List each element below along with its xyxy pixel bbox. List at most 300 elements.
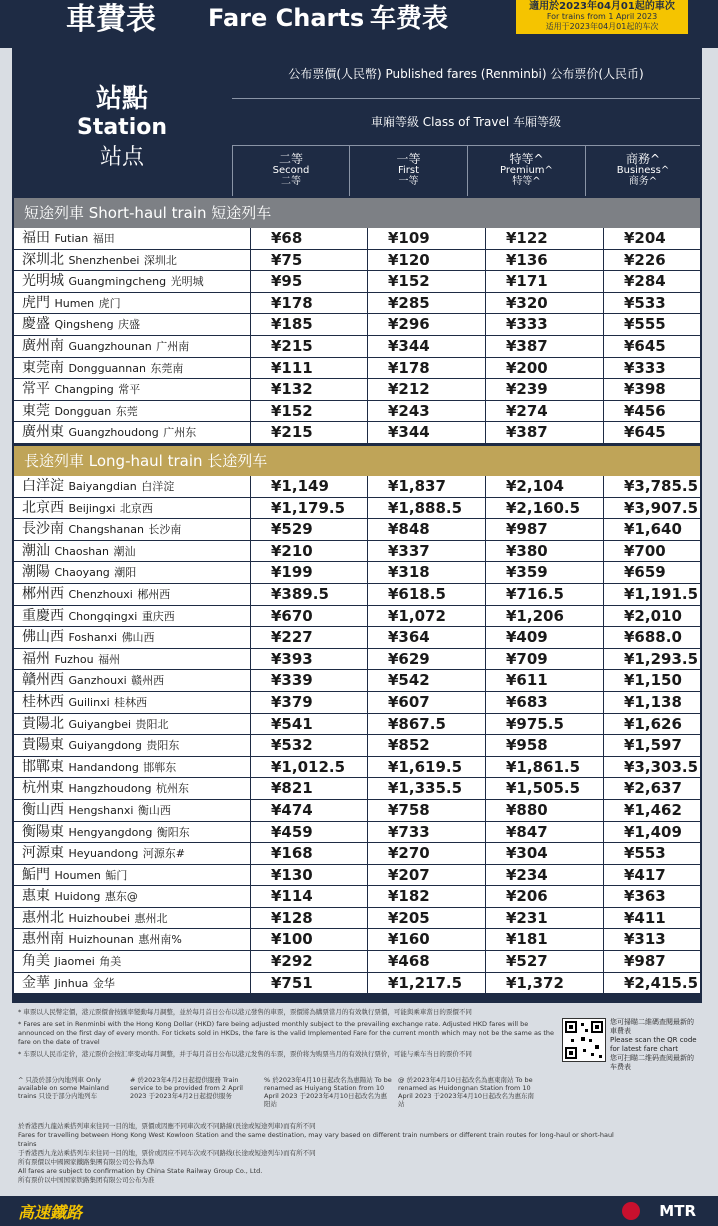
fare-second: ¥1,149 (250, 476, 367, 497)
travel-note-zh: 於香港西九龍站乘搭列車來往同一目的地，票價或因應不同車次或不同路線(長途或短途列車)而有所不同 (18, 1122, 316, 1130)
fare-premium: ¥1,861.5 (485, 757, 603, 778)
class-label-sc: 二等 (281, 176, 301, 187)
station-name-zh: 角美 (22, 953, 50, 970)
fare-premium: ¥171 (485, 271, 603, 292)
station-name-sc: 福州 (98, 652, 121, 666)
station-name-en: Chenzhouxi (68, 587, 133, 601)
fare-second: ¥95 (250, 271, 367, 292)
class-label-zh: 二等 (278, 152, 303, 166)
travel-note-en: Fares for travelling between Hong Kong West Kowloon Station and the same destination, may vary based on different train numbers or different train routes for long-haul or short-haul trains (18, 1131, 614, 1148)
qr-caption (610, 1018, 700, 1072)
station-name-sc: 常平 (118, 383, 141, 397)
fare-first: ¥285 (367, 293, 485, 314)
station-name-sc: 福田 (92, 232, 115, 245)
qr-caption-sc: 您可扫瞄二维码查阅最新的车费表 (610, 1054, 694, 1071)
fare-business: ¥1,293.5 (603, 649, 700, 670)
station-name-sc: 北京西 (119, 501, 153, 515)
table-row (14, 476, 700, 498)
fare-first: ¥178 (367, 358, 485, 379)
station-name-en: Guangzhoudong (68, 426, 159, 440)
fare-second: ¥670 (250, 606, 367, 627)
fare-second: ¥393 (250, 649, 367, 670)
station-name-en: Foshanxi (68, 631, 118, 645)
station-name-sc: 深圳北 (143, 253, 177, 267)
station-name-sc: 鲘门 (105, 868, 128, 882)
table-row (14, 293, 700, 315)
fare-business: ¥645 (603, 336, 700, 357)
fare-first: ¥160 (367, 929, 485, 950)
station-name (14, 584, 250, 605)
fare-second: ¥199 (250, 562, 367, 583)
note-currency-sc: * 车票以人民币定价，港元票价会按汇率变动每月调整，并于每月首日公布以港元发售的车票，票价将为购票当月的有效执行票价，可能与乘车当日的票价不同 (18, 1050, 472, 1058)
station-name-en: Handandong (68, 760, 139, 774)
station-name-sc: 贵阳东 (146, 739, 180, 753)
station-name-sc: 重庆西 (141, 609, 175, 623)
fare-second: ¥532 (250, 735, 367, 756)
fare-second: ¥541 (250, 714, 367, 735)
class-label-zh: 一等 (396, 152, 421, 166)
fare-premium: ¥387 (485, 336, 603, 357)
station-name (14, 476, 250, 497)
station-name-en: Guilinxi (68, 695, 110, 709)
station-name (14, 886, 250, 907)
station-name (14, 951, 250, 972)
station-name-en: Baiyangdian (68, 480, 137, 493)
station-name-zh: 東莞南 (22, 359, 64, 376)
table-row (14, 843, 700, 865)
class-label-sc: 商务^ (628, 176, 658, 187)
station-name-en: Changping (54, 383, 114, 397)
validity-sc: 适用于2023年04月01起的车次 (545, 22, 659, 31)
footer-bar (0, 1196, 718, 1226)
station-name-sc: 桂林西 (114, 695, 148, 709)
fare-second: ¥459 (250, 822, 367, 843)
fare-second: ¥292 (250, 951, 367, 972)
fare-business: ¥398 (603, 379, 700, 400)
legend-hash: # 於2023年4月2日起提供服務 Train service to be provided from 2 April 2023 于2023年4月2日起提供服务 (130, 1076, 243, 1100)
fare-first: ¥618.5 (367, 584, 485, 605)
fare-first: ¥182 (367, 886, 485, 907)
fare-business: ¥1,191.5 (603, 584, 700, 605)
station-name-zh: 惠州北 (22, 909, 64, 926)
fare-business: ¥333 (603, 358, 700, 379)
confirm-note-zh: 所有票價以中國國家鐵路集團有限公司公佈為準 (18, 1158, 155, 1166)
short-haul-fare-table (14, 228, 700, 444)
fare-business: ¥1,138 (603, 692, 700, 713)
station-name (14, 627, 250, 648)
station-name (14, 778, 250, 799)
fare-first: ¥1,072 (367, 606, 485, 627)
fare-premium: ¥234 (485, 865, 603, 886)
station-name (14, 562, 250, 583)
fare-premium: ¥136 (485, 250, 603, 271)
fare-second: ¥1,179.5 (250, 498, 367, 519)
table-row (14, 271, 700, 293)
station-name-en: Guiyangbei (68, 717, 132, 731)
station-name-sc: 广州东 (163, 426, 197, 440)
fare-business: ¥645 (603, 422, 700, 443)
validity-badge (516, 0, 688, 34)
fare-business: ¥553 (603, 843, 700, 864)
station-name (14, 293, 250, 314)
station-name (14, 735, 250, 756)
fare-business: ¥555 (603, 314, 700, 335)
table-row (14, 670, 700, 692)
fare-first: ¥109 (367, 228, 485, 249)
table-row (14, 973, 700, 995)
fare-second: ¥821 (250, 778, 367, 799)
fare-premium: ¥880 (485, 800, 603, 821)
table-row (14, 757, 700, 779)
title-bar (0, 0, 718, 48)
class-label-en: Business^ (616, 165, 670, 176)
station-name-sc: 金华 (92, 976, 115, 990)
class-business-header (585, 146, 700, 196)
station-name (14, 422, 250, 443)
station-name-zh: 廣州南 (22, 337, 64, 354)
fare-second: ¥751 (250, 973, 367, 994)
published-fares-header: 公布票價(人民幣) Published fares (Renminbi) 公布票价(人民币) (232, 50, 700, 99)
fare-premium: ¥2,160.5 (485, 498, 603, 519)
station-name-en: Guangmingcheng (68, 275, 167, 289)
class-label-zh: 商務^ (625, 152, 661, 166)
station-name (14, 519, 250, 540)
station-name (14, 271, 250, 292)
fare-second: ¥215 (250, 422, 367, 443)
station-name-zh: 惠州南 (22, 931, 64, 948)
fare-business: ¥1,409 (603, 822, 700, 843)
station-name-zh: 光明城 (22, 273, 64, 290)
station-name (14, 401, 250, 422)
fare-business: ¥284 (603, 271, 700, 292)
validity-en: For trains from 1 April 2023 (546, 12, 658, 21)
fare-business: ¥2,637 (603, 778, 700, 799)
fare-premium: ¥333 (485, 314, 603, 335)
station-name-sc: 庆盛 (118, 318, 140, 332)
fare-premium: ¥716.5 (485, 584, 603, 605)
fare-business: ¥204 (603, 228, 700, 249)
qr-caption-en: Please scan the QR code for latest fare chart (610, 1036, 697, 1053)
fare-business: ¥3,907.5 (603, 498, 700, 519)
station-name-sc: 惠州北 (134, 911, 168, 925)
fare-second: ¥128 (250, 908, 367, 929)
fare-premium: ¥274 (485, 401, 603, 422)
table-row (14, 584, 700, 606)
fare-premium: ¥975.5 (485, 714, 603, 735)
station-name-zh: 鮜門 (22, 866, 50, 883)
fare-second: ¥132 (250, 379, 367, 400)
station-name-zh: 重慶西 (22, 607, 64, 624)
fare-business: ¥1,626 (603, 714, 700, 735)
class-of-travel-header: 車廂等級 Class of Travel 车厢等级 (232, 99, 700, 146)
fare-premium: ¥387 (485, 422, 603, 443)
table-row (14, 692, 700, 714)
fare-first: ¥270 (367, 843, 485, 864)
fare-premium: ¥181 (485, 929, 603, 950)
fare-second: ¥529 (250, 519, 367, 540)
station-name (14, 541, 250, 562)
fare-business: ¥3,785.5 (603, 476, 700, 497)
table-row (14, 951, 700, 973)
table-row (14, 800, 700, 822)
fare-first: ¥867.5 (367, 714, 485, 735)
mtr-wordmark: MTR (659, 1202, 696, 1220)
table-row (14, 358, 700, 380)
fare-premium: ¥1,505.5 (485, 778, 603, 799)
station-name-zh: 邯鄲東 (22, 758, 64, 775)
station-name-en: Beijingxi (68, 501, 116, 515)
table-row (14, 649, 700, 671)
page-title-en: Fare Charts (208, 4, 365, 32)
fare-business: ¥313 (603, 929, 700, 950)
fare-second: ¥68 (250, 228, 367, 249)
station-name-zh: 贛州西 (22, 672, 64, 689)
confirm-note-en: All fares are subject to confirmation by China State Railway Group Co., Ltd. (18, 1167, 263, 1175)
station-name-zh: 深圳北 (22, 251, 64, 268)
station-name-sc: 惠州南% (138, 933, 182, 947)
fare-second: ¥178 (250, 293, 367, 314)
station-name-sc: 佛山西 (121, 631, 155, 645)
fare-first: ¥152 (367, 271, 485, 292)
validity-zh: 適用於2023年04月01起的車次 (529, 1, 675, 12)
table-row (14, 865, 700, 887)
station-name-en: Hengshanxi (68, 803, 134, 817)
station-name-sc: 郴州西 (137, 587, 171, 601)
fare-premium: ¥987 (485, 519, 603, 540)
fare-premium: ¥847 (485, 822, 603, 843)
fare-second: ¥1,012.5 (250, 757, 367, 778)
fare-first: ¥1,217.5 (367, 973, 485, 994)
station-name-en: Ganzhouxi (68, 674, 127, 688)
fare-second: ¥185 (250, 314, 367, 335)
fare-first: ¥468 (367, 951, 485, 972)
station-name (14, 336, 250, 357)
fare-second: ¥474 (250, 800, 367, 821)
fare-premium: ¥683 (485, 692, 603, 713)
table-row (14, 562, 700, 584)
station-name-en: Dongguannan (68, 361, 146, 375)
fare-business: ¥533 (603, 293, 700, 314)
station-name (14, 670, 250, 691)
bottom-notes (18, 1122, 618, 1185)
fare-second: ¥75 (250, 250, 367, 271)
fare-first: ¥212 (367, 379, 485, 400)
fare-business: ¥363 (603, 886, 700, 907)
fare-second: ¥215 (250, 336, 367, 357)
fare-business: ¥1,150 (603, 670, 700, 691)
station-name-en: Shenzhenbei (68, 253, 140, 267)
station-name (14, 800, 250, 821)
table-row (14, 314, 700, 336)
fare-second: ¥111 (250, 358, 367, 379)
fare-premium: ¥359 (485, 562, 603, 583)
table-row (14, 250, 700, 272)
station-name (14, 606, 250, 627)
station-name (14, 314, 250, 335)
station-name-en: Guiyangdong (68, 739, 142, 753)
table-row (14, 929, 700, 951)
class-label-en: Second (272, 165, 310, 176)
station-name-zh: 長沙南 (22, 521, 64, 538)
station-name-sc: 东莞 (115, 404, 138, 418)
fare-business: ¥1,597 (603, 735, 700, 756)
table-row (14, 498, 700, 520)
class-label-en: First (397, 165, 420, 176)
table-row (14, 606, 700, 628)
station-header-sc: 站点 (99, 145, 144, 170)
station-name-zh: 桂林西 (22, 693, 64, 710)
fare-premium: ¥122 (485, 228, 603, 249)
table-row (14, 908, 700, 930)
table-row (14, 422, 700, 444)
long-haul-section-label: 長途列車 Long-haul train 长途列车 (14, 446, 700, 476)
station-name (14, 757, 250, 778)
fare-first: ¥1,335.5 (367, 778, 485, 799)
station-name-zh: 金華 (22, 974, 50, 991)
table-row (14, 228, 700, 250)
station-name-en: Changshanan (68, 523, 144, 537)
station-name-sc: 长沙南 (148, 523, 182, 537)
fare-premium: ¥239 (485, 379, 603, 400)
station-name-sc: 赣州西 (131, 674, 165, 688)
station-name-en: Chaoyang (54, 566, 110, 580)
fare-business: ¥411 (603, 908, 700, 929)
station-name-en: Huizhoubei (68, 911, 131, 925)
station-name-zh: 常平 (22, 381, 50, 398)
fare-notes (18, 1008, 558, 1062)
station-name-zh: 潮陽 (22, 564, 50, 581)
fare-second: ¥168 (250, 843, 367, 864)
fare-first: ¥296 (367, 314, 485, 335)
station-name-zh: 北京西 (22, 499, 64, 516)
confirm-note-sc: 所有票价以中国国家铁路集团有限公司公布为准 (18, 1176, 155, 1184)
station-name (14, 498, 250, 519)
class-label-en: Premium^ (500, 165, 553, 176)
station-name-sc: 潮阳 (114, 566, 137, 580)
station-name-en: Guangzhounan (68, 339, 152, 353)
station-name-en: Jinhua (54, 976, 89, 990)
fare-first: ¥318 (367, 562, 485, 583)
station-name-zh: 佛山西 (22, 629, 64, 646)
short-haul-section-label: 短途列車 Short-haul train 短途列车 (14, 198, 700, 228)
station-name (14, 379, 250, 400)
station-name-zh: 福州 (22, 650, 50, 667)
station-name-sc: 光明城 (170, 275, 204, 289)
table-row (14, 627, 700, 649)
fare-second: ¥379 (250, 692, 367, 713)
fare-first: ¥1,619.5 (367, 757, 485, 778)
legend-percent: % 於2023年4月10日起改名為惠陽站 To be renamed as Huiyang Station from 10 April 2023 于2023年4月10日起改名为惠阳站 (264, 1076, 392, 1108)
fare-first: ¥848 (367, 519, 485, 540)
station-header-en: Station (76, 115, 168, 140)
fare-first: ¥733 (367, 822, 485, 843)
fare-premium: ¥1,206 (485, 606, 603, 627)
fare-premium: ¥958 (485, 735, 603, 756)
station-name-zh: 虎門 (22, 294, 50, 311)
fare-first: ¥629 (367, 649, 485, 670)
fare-premium: ¥1,372 (485, 973, 603, 994)
mtr-logo-icon (622, 1202, 640, 1220)
fare-first: ¥337 (367, 541, 485, 562)
fare-business: ¥2,010 (603, 606, 700, 627)
station-name-sc: 惠东@ (104, 890, 138, 904)
table-row (14, 714, 700, 736)
station-name-sc: 虎门 (98, 296, 121, 310)
station-name-en: Fuzhou (54, 652, 94, 666)
station-name (14, 865, 250, 886)
station-name-zh: 潮汕 (22, 542, 50, 559)
station-name-en: Hengyangdong (68, 825, 153, 839)
station-name-zh: 惠東 (22, 888, 50, 905)
station-name-zh: 衡陽東 (22, 823, 64, 840)
fare-premium: ¥304 (485, 843, 603, 864)
table-row (14, 778, 700, 800)
table-row (14, 735, 700, 757)
fare-business: ¥226 (603, 250, 700, 271)
fare-first: ¥205 (367, 908, 485, 929)
station-name (14, 908, 250, 929)
high-speed-rail-logo: 高速鐵路 (18, 1203, 83, 1222)
fare-premium: ¥231 (485, 908, 603, 929)
fare-business: ¥688.0 (603, 627, 700, 648)
station-name-sc: 贵阳北 (135, 717, 169, 731)
fare-second: ¥389.5 (250, 584, 367, 605)
station-name (14, 843, 250, 864)
qr-code[interactable] (562, 1018, 606, 1062)
fare-premium: ¥380 (485, 541, 603, 562)
fare-business: ¥2,415.5 (603, 973, 700, 994)
station-name (14, 929, 250, 950)
fare-first: ¥607 (367, 692, 485, 713)
station-name-sc: 河源东# (142, 847, 186, 861)
fare-premium: ¥709 (485, 649, 603, 670)
fare-second: ¥114 (250, 886, 367, 907)
fare-premium: ¥409 (485, 627, 603, 648)
fare-premium: ¥320 (485, 293, 603, 314)
station-name-zh: 慶盛 (22, 316, 50, 333)
table-row (14, 379, 700, 401)
fare-business: ¥1,462 (603, 800, 700, 821)
fare-business: ¥1,640 (603, 519, 700, 540)
station-name-en: Humen (54, 296, 95, 310)
table-row (14, 822, 700, 844)
station-name-zh: 福田 (22, 230, 50, 246)
note-currency-en: * Fares are set in Renminbi with the Hong Kong Dollar (HKD) fare being adjusted monthly subject to the prevailing exchange rate. Adjusted HKD fares will be announced on the first day of every month. For tickets sold in HKDs, the fare is the valid Implemented Fare for the current month which may not be the same as the fare on the date of travel (18, 1020, 555, 1046)
station-name-en: Chongqingxi (68, 609, 138, 623)
fare-first: ¥364 (367, 627, 485, 648)
station-name-en: Futian (54, 232, 89, 245)
station-name (14, 973, 250, 994)
travel-note-sc: 于香港西九龙站乘搭列车来往同一目的地，票价或因应不同车次或不同路线(长途或短途列车)而有所不同 (18, 1149, 316, 1157)
legend-caret: ^ 只設於部分內地列車 Only available on some Mainland trains 只设于部分内地列车 (18, 1076, 109, 1100)
station-name-sc: 杭州东 (156, 782, 189, 796)
fare-business: ¥456 (603, 401, 700, 422)
fare-business: ¥417 (603, 865, 700, 886)
station-name-sc: 角美 (99, 955, 122, 969)
fare-business: ¥3,303.5 (603, 757, 700, 778)
page-title-zh: 車費表 (66, 2, 156, 37)
station-name-en: Hangzhoudong (68, 782, 152, 796)
class-first-header (349, 146, 467, 196)
fare-premium: ¥206 (485, 886, 603, 907)
station-name-zh: 廣州東 (22, 424, 64, 441)
station-name (14, 822, 250, 843)
station-name-sc: 衡山西 (137, 803, 171, 817)
station-name (14, 714, 250, 735)
fare-second: ¥227 (250, 627, 367, 648)
fare-second: ¥210 (250, 541, 367, 562)
station-name-en: Houmen (54, 868, 101, 882)
